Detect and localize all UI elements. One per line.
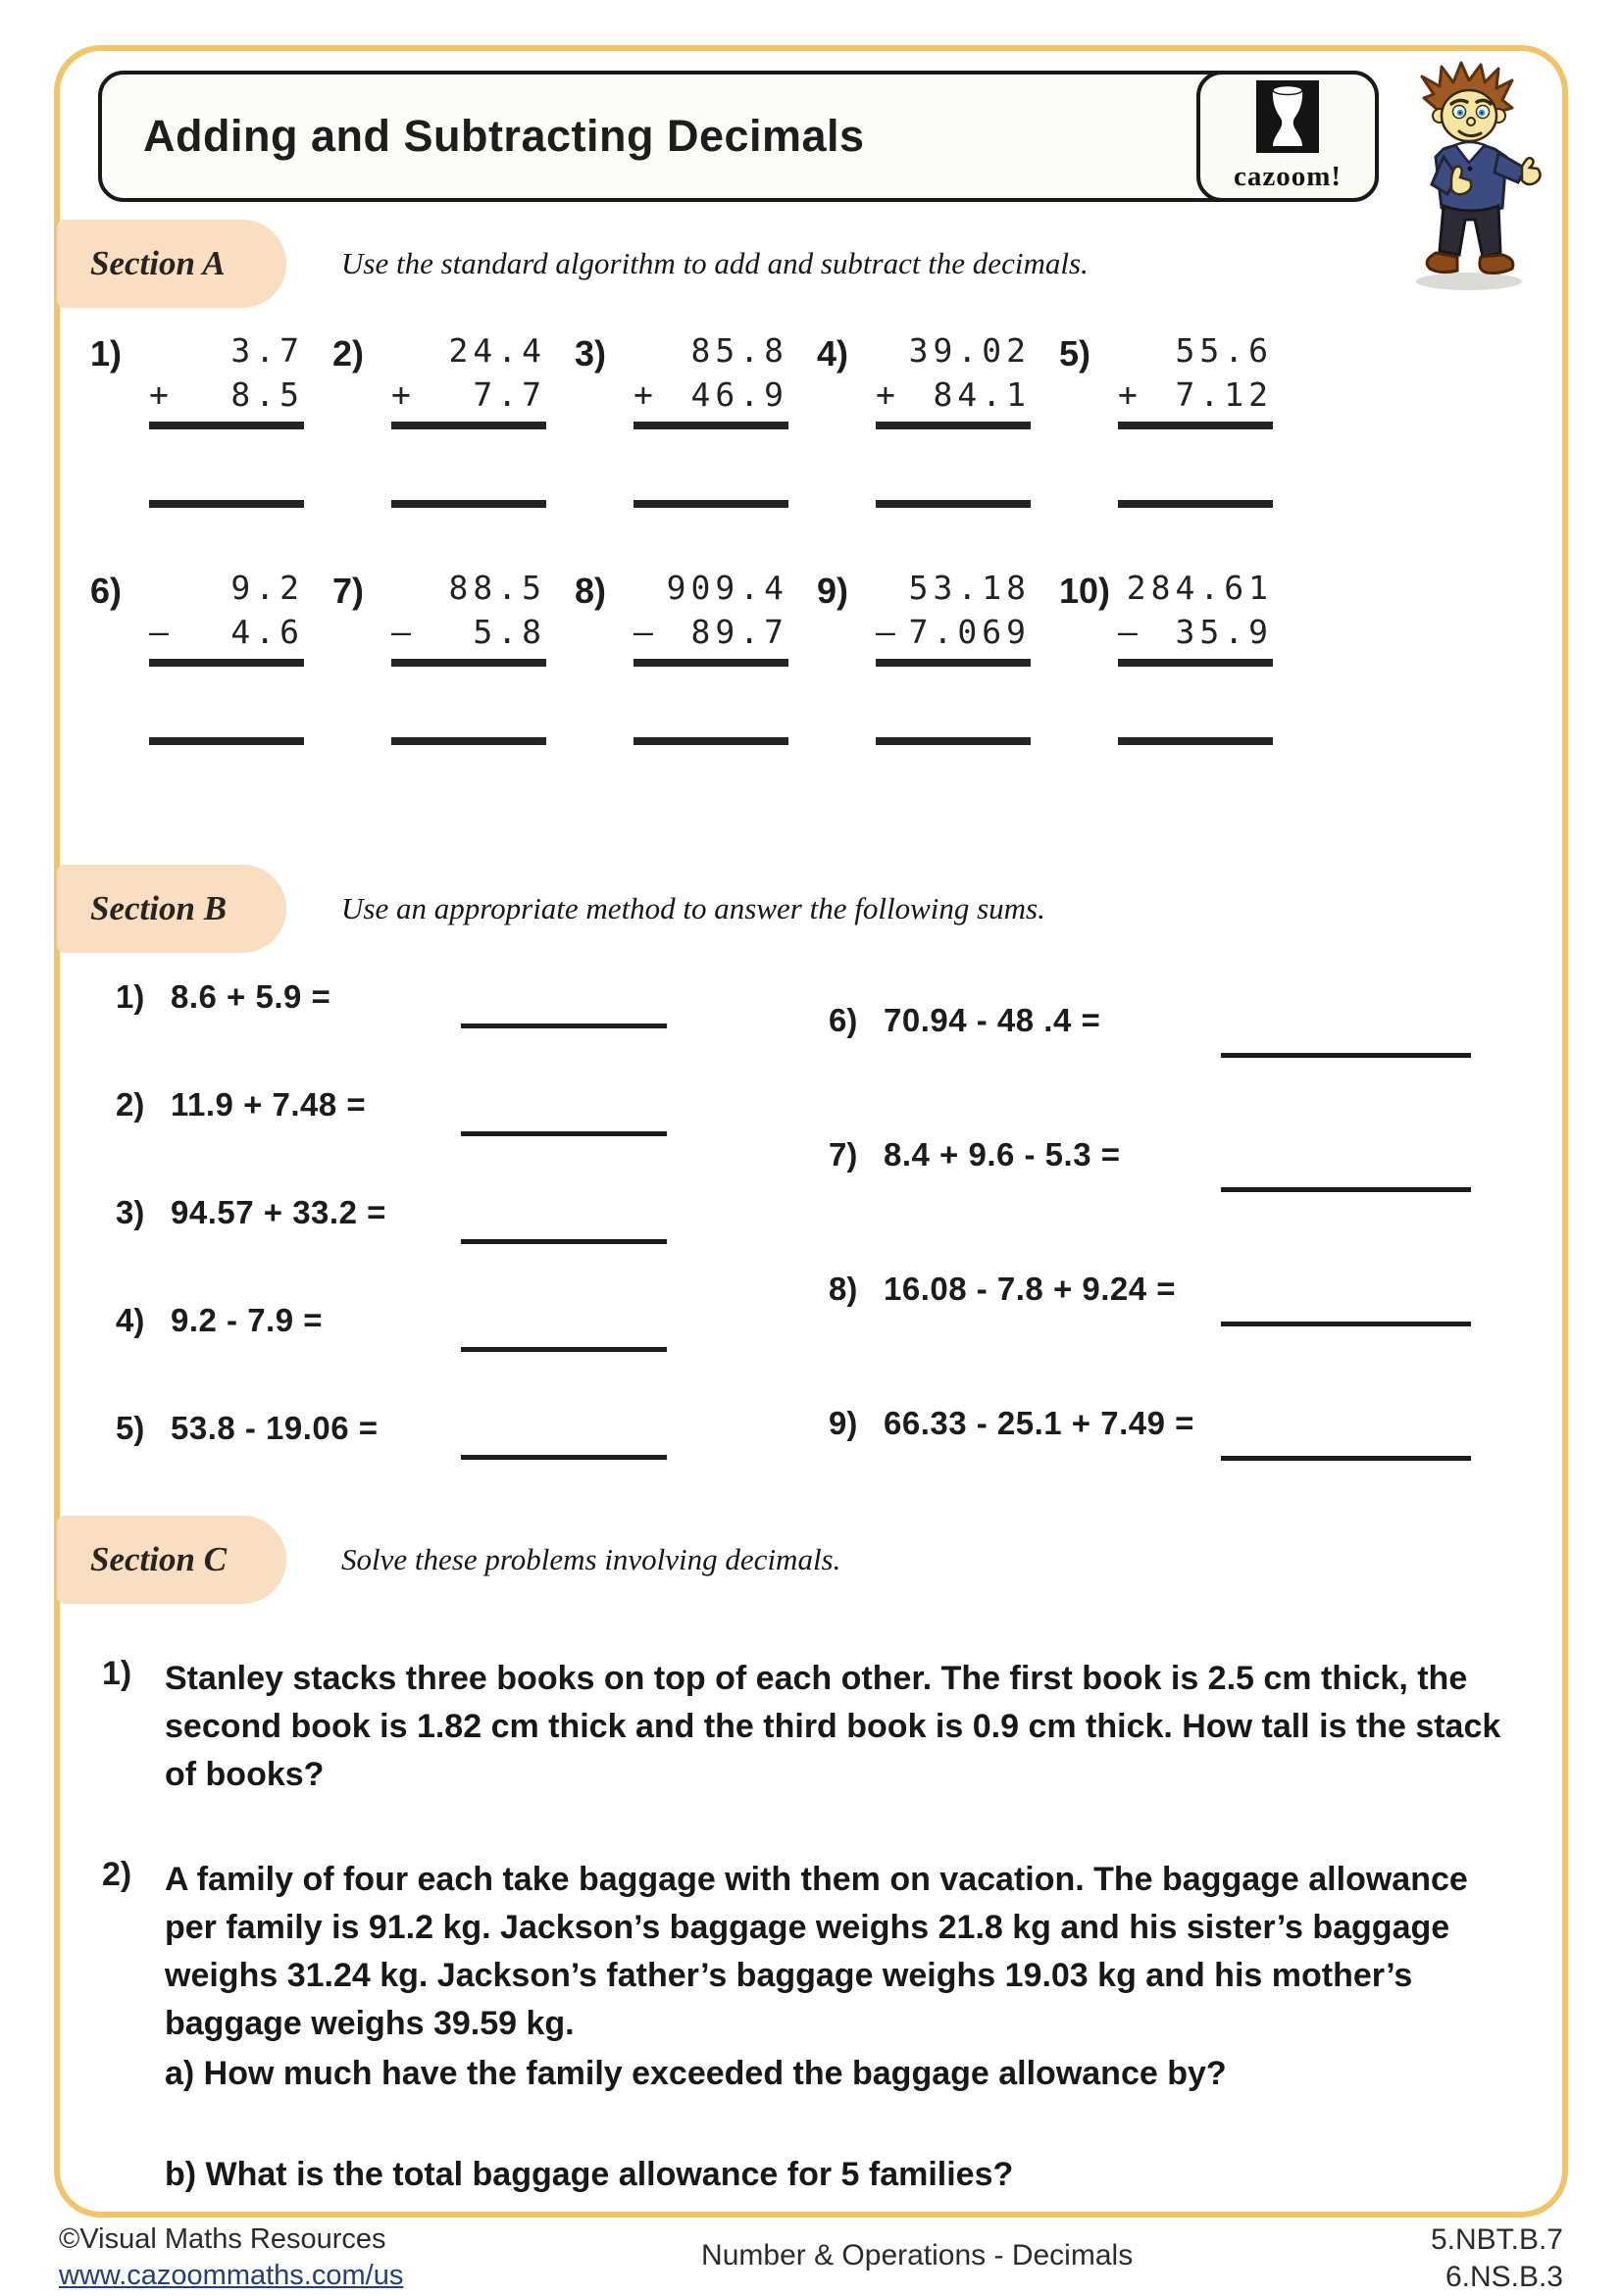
operator: +	[876, 375, 895, 414]
top-operand: 3.7	[230, 331, 304, 370]
bottom-operand: 8.5	[230, 375, 304, 414]
bottom-operand: 7.7	[473, 375, 546, 414]
problem-text: Stanley stacks three books on top of each other. The first book is 2.5 cm thick, the second book is 1.82 cm thick and the third book is 0.9 cm thick. How tall is the stack of books?	[165, 1660, 1501, 1793]
problem-number: 8)	[829, 1271, 858, 1307]
problem-10	[1059, 569, 1301, 745]
top-operand: 24.4	[448, 331, 546, 370]
problem-number: 5)	[116, 1410, 145, 1446]
operator: –	[634, 613, 653, 651]
operator: +	[634, 375, 653, 414]
problem-3	[575, 331, 817, 508]
answer-line	[1118, 737, 1273, 745]
expression: 8.4 + 9.6 - 5.3 =	[884, 1136, 1121, 1173]
section-b-problems	[116, 978, 1471, 1539]
cazoom-logo	[1196, 71, 1379, 202]
problem-number: 6)	[829, 1002, 858, 1038]
top-operand: 284.61	[1126, 569, 1273, 607]
problem-number: 5)	[1059, 333, 1091, 374]
standard-code-2: 6.NS.B.3	[1445, 2261, 1563, 2293]
sum-problem	[829, 1002, 1471, 1136]
website-link[interactable]: www.cazoommaths.com/us	[59, 2260, 404, 2291]
problem-number: 7)	[829, 1136, 858, 1173]
top-operand: 909.4	[666, 569, 788, 607]
problem-number: 3)	[116, 1194, 145, 1230]
answer-line	[149, 500, 304, 508]
problem-number: 4)	[817, 333, 849, 374]
top-operand: 39.02	[908, 331, 1031, 370]
page-title: Adding and Subtracting Decimals	[143, 111, 865, 161]
section-b-right-column	[829, 978, 1471, 1539]
addition-row	[90, 331, 1301, 508]
problem-number: 1)	[116, 978, 145, 1015]
section-b-header	[57, 865, 1544, 953]
sum-problem	[116, 1086, 667, 1194]
answer-line	[461, 1347, 667, 1352]
sub-question-b: b) What is the total baggage allowance for 5 families?	[165, 2156, 1014, 2193]
drum-icon	[1256, 80, 1319, 158]
answer-line	[391, 737, 546, 745]
sum-problem	[116, 1194, 667, 1302]
bottom-operand: 5.8	[473, 613, 546, 651]
expression: 53.8 - 19.06 =	[171, 1410, 379, 1446]
problem-5	[1059, 331, 1301, 508]
problem-7	[332, 569, 575, 745]
operator: +	[1118, 375, 1138, 414]
answer-line	[876, 500, 1031, 508]
section-a-label: Section A	[57, 220, 286, 308]
problem-1	[90, 331, 332, 508]
problem-8	[575, 569, 817, 745]
top-operand: 53.18	[908, 569, 1031, 607]
problem-number: 9)	[817, 571, 849, 611]
problem-number: 1)	[102, 1655, 132, 1692]
section-b-left-column	[116, 978, 667, 1539]
sub-question-a: a) How much have the family exceeded the baggage allowance by?	[165, 2055, 1227, 2092]
standard-code-1: 5.NBT.B.7	[1430, 2223, 1563, 2256]
problem-number: 9)	[829, 1405, 858, 1441]
bottom-operand: 46.9	[690, 375, 788, 414]
problem-number: 2)	[332, 333, 365, 374]
bottom-operand: 89.7	[690, 613, 788, 651]
expression: 66.33 - 25.1 + 7.49 =	[884, 1405, 1194, 1441]
problem-number: 6)	[90, 571, 123, 611]
bottom-operand: 7.12	[1175, 375, 1273, 414]
answer-line	[1221, 1322, 1471, 1326]
problem-number: 10)	[1059, 571, 1111, 611]
top-operand: 85.8	[690, 331, 788, 370]
problem-number: 3)	[575, 333, 607, 374]
operator: –	[1118, 613, 1138, 651]
expression: 94.57 + 33.2 =	[171, 1194, 386, 1230]
answer-line	[634, 500, 788, 508]
expression: 16.08 - 7.8 + 9.24 =	[884, 1271, 1177, 1307]
answer-line	[634, 737, 788, 745]
subtraction-row	[90, 569, 1301, 745]
section-a-header	[57, 220, 1544, 308]
answer-line	[461, 1023, 667, 1028]
problem-text: A family of four each take baggage with them on vacation. The baggage allowance per family is 91.2 kg. Jackson’s baggage weighs 21.8 kg and his sister’s baggage weighs 31.24 kg. Jackson’s father’s baggage weighs 19.03 kg and his mother’s baggage weighs 39.59 kg.	[165, 1861, 1468, 2042]
problem-number: 4)	[116, 1302, 145, 1338]
answer-line	[1221, 1187, 1471, 1192]
sum-problem	[116, 1410, 667, 1518]
word-problem-1	[102, 1655, 1520, 1799]
sum-problem	[829, 1136, 1471, 1271]
answer-line	[876, 737, 1031, 745]
top-operand: 55.6	[1175, 331, 1273, 370]
logo-wordmark: cazoom!	[1233, 160, 1343, 192]
answer-line	[149, 737, 304, 745]
problem-number: 7)	[332, 571, 365, 611]
problem-number: 8)	[575, 571, 607, 611]
expression: 70.94 - 48 .4 =	[884, 1002, 1101, 1038]
section-a-problems	[90, 331, 1301, 745]
operator: –	[876, 613, 895, 651]
problem-4	[817, 331, 1059, 508]
problem-number: 2)	[102, 1856, 132, 1893]
footer-topic: Number & Operations - Decimals	[701, 2239, 1134, 2271]
problem-6	[90, 569, 332, 745]
problem-number: 2)	[116, 1086, 145, 1123]
sum-problem	[116, 978, 667, 1086]
title-box	[98, 71, 1379, 202]
section-c-instruction: Solve these problems involving decimals.	[341, 1542, 841, 1576]
bottom-operand: 7.069	[908, 613, 1031, 651]
section-c-header	[57, 1516, 1544, 1604]
bottom-operand: 35.9	[1175, 613, 1273, 651]
answer-line	[461, 1455, 667, 1460]
sum-problem	[829, 1271, 1471, 1405]
answer-line	[1118, 500, 1273, 508]
section-c-label: Section C	[57, 1516, 286, 1604]
problem-9	[817, 569, 1059, 745]
operator: –	[149, 613, 169, 651]
bottom-operand: 84.1	[933, 375, 1031, 414]
section-c-problems	[102, 1655, 1520, 2199]
section-a-instruction: Use the standard algorithm to add and subtract the decimals.	[341, 246, 1089, 280]
footer	[59, 2221, 1563, 2296]
expression: 11.9 + 7.48 =	[171, 1086, 367, 1123]
sum-problem	[116, 1302, 667, 1410]
copyright-text: ©Visual Maths Resources	[59, 2223, 386, 2255]
top-operand: 88.5	[448, 569, 546, 607]
top-operand: 9.2	[230, 569, 304, 607]
operator: +	[391, 375, 411, 414]
operator: +	[149, 375, 169, 414]
expression: 9.2 - 7.9 =	[171, 1302, 324, 1338]
expression: 8.6 + 5.9 =	[171, 978, 331, 1015]
problem-2	[332, 331, 575, 508]
answer-line	[391, 500, 546, 508]
word-problem-2	[102, 1856, 1520, 2199]
answer-line	[1221, 1053, 1471, 1058]
answer-line	[1221, 1456, 1471, 1461]
answer-line	[461, 1131, 667, 1136]
problem-number: 1)	[90, 333, 123, 374]
operator: –	[391, 613, 411, 651]
bottom-operand: 4.6	[230, 613, 304, 651]
answer-line	[461, 1239, 667, 1244]
section-b-label: Section B	[57, 865, 286, 953]
section-b-instruction: Use an appropriate method to answer the following sums.	[341, 891, 1045, 925]
